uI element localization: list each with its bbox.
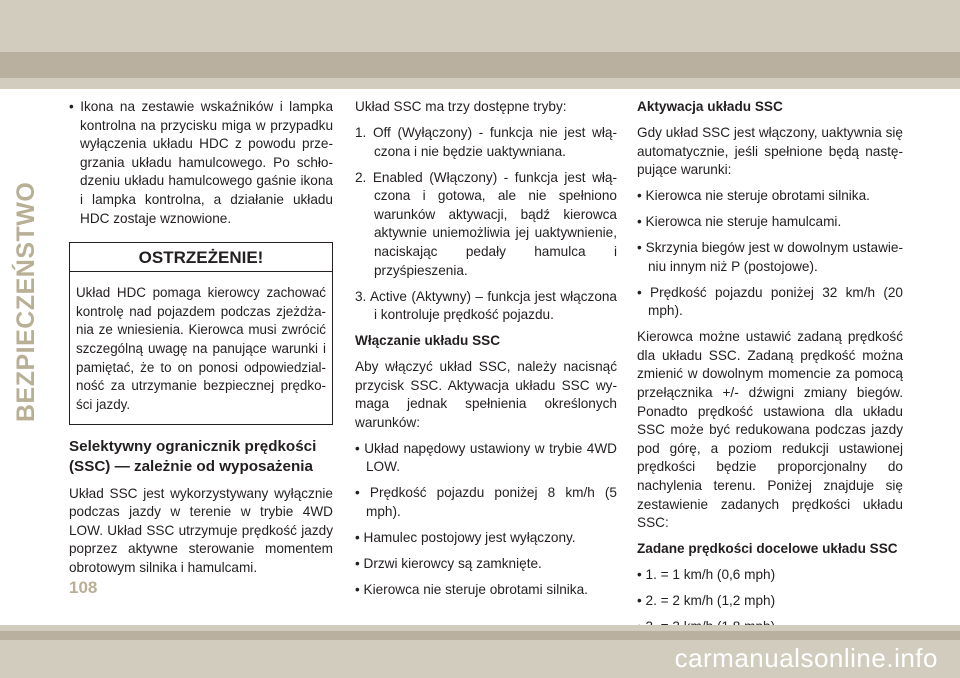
column-left <box>69 98 333 585</box>
activation-condition-throttle: • Kierowca nie steruje obrotami silnika. <box>637 188 870 204</box>
ssc-target-speeds-heading: Zadane prędkości docelowe układu SSC <box>637 541 898 557</box>
enable-condition-driver-door: • Drzwi kierowcy są zamknięte. <box>355 555 542 571</box>
ssc-activation-heading: Aktywacja układu SSC <box>637 99 783 114</box>
enable-condition-speed: • Prędkość pojazdu poniżej 8 km/h (5 mph). <box>355 485 617 520</box>
activation-condition-speed: • Prędkość pojazdu poniżej 32 km/h (20 mph). <box>637 284 903 319</box>
ssc-activation-paragraph: Gdy układ SSC jest włączony, uaktywnia się automatycznie, jeśli spełnione będą następujące warunki: <box>637 124 903 178</box>
footer-band <box>0 625 960 678</box>
activation-condition-brakes: • Kierowca nie steruje hamulcami. <box>637 214 842 230</box>
target-speed-1: • 1. = 1 km/h (0,6 mph) <box>637 567 776 583</box>
side-title-text: BEZPIECZEŃSTWO <box>12 181 40 422</box>
enable-condition-throttle: • Kierowca nie steruje obrotami silnika. <box>355 581 588 597</box>
warning-text: Układ HDC pomaga kierowcy zachować kontrolę nad pojazdem podczas zjeżdżania ze wniesienia. Kierowca musi zwrócić szczególną uwagę na panujące warunki i pamiętać, że to on ponosi odpowiedzialność za utrzymanie bezpiecznej prędkości jazdy. <box>76 285 326 412</box>
column-right <box>637 98 903 644</box>
hdc-icon-note: • Ikona na zestawie wskaźników i lampka kontrolna na przycisku miga w przypadku wyłączenia układu HDC z powodu przegrzania układu hamulcowego. Po schłodzeniu układu hamulcowego gaśnie ikona i lampka kontrolna, a działanie układu HDC zostaje wznowione. <box>69 99 333 226</box>
header-band <box>0 0 960 89</box>
enable-condition-parking-brake: • Hamulec postojowy jest wyłączony. <box>355 530 576 545</box>
ssc-mode-active: 3. Active (Aktywny) – funkcja jest włączona i kontroluje prędkość pojazdu. <box>355 288 617 323</box>
activation-condition-gear: • Skrzynia biegów jest w dowolnym ustawieniu innym niż P (postojowe). <box>637 240 903 274</box>
warning-title: OSTRZEŻENIE! <box>70 243 332 272</box>
ssc-mode-enabled: 2. Enabled (Włączony) - funkcja jest włączona i gotowa, ale nie spełniono warunków aktywacji, bądź kierowca aktywnie uniemożliwia jej uaktywnienie, naciskając pedały hamulca i przyśpieszenia. <box>355 169 617 278</box>
page-number: 108 <box>69 578 98 597</box>
ssc-mode-off: 1. Off (Wyłączony) - funkcja nie jest włączona i nie będzie uaktywniana. <box>355 124 617 159</box>
warning-box <box>69 242 333 425</box>
ssc-modes-intro: Układ SSC ma trzy dostępne tryby: <box>355 99 567 114</box>
ssc-set-speed-paragraph: Kierowca możne ustawić zadaną prędkość dla układu SSC. Zadaną prędkość można zmienić w dowolnym momencie za pomocą przełącznika +/- dźwigni zmiany biegów. Ponadto prędkość ustawiona dla układu SSC może być redukowana podczas jazdy pod górę, a poziom redukcji ustawionej prędkości będzie proporcjonalny do nachylenia terenu. Poniżej znajduje się zestawienie zadanych prędkości układu SSC: <box>637 329 903 531</box>
footer-stripe <box>0 631 960 640</box>
column-middle <box>355 98 617 607</box>
target-speed-2: • 2. = 2 km/h (1,2 mph) <box>637 593 776 609</box>
ssc-enable-heading: Włączanie układu SSC <box>355 333 501 349</box>
ssc-section-heading: Selektywny ogranicznik prędkości (SSC) — zależnie od wyposażenia <box>69 438 317 476</box>
ssc-enable-paragraph: Aby włączyć układ SSC, należy nacisnąć przycisk SSC. Aktywacja układu SSC wymaga jednak spełnienia określonych warunków: <box>355 359 617 430</box>
watermark-text: carmanualsonline.info <box>674 643 938 673</box>
ssc-intro-paragraph: Układ SSC jest wykorzystywany wyłącznie podczas jazdy w terenie w trybie 4WD LOW. Układ SSC utrzymuje prędkość jazdy poprzez aktywne sterowanie momentem obrotowym silnika i hamulcami. <box>69 485 333 576</box>
enable-condition-4wd: • Układ napędowy ustawiony w trybie 4WD LOW. <box>355 440 617 475</box>
header-stripe <box>0 52 960 78</box>
